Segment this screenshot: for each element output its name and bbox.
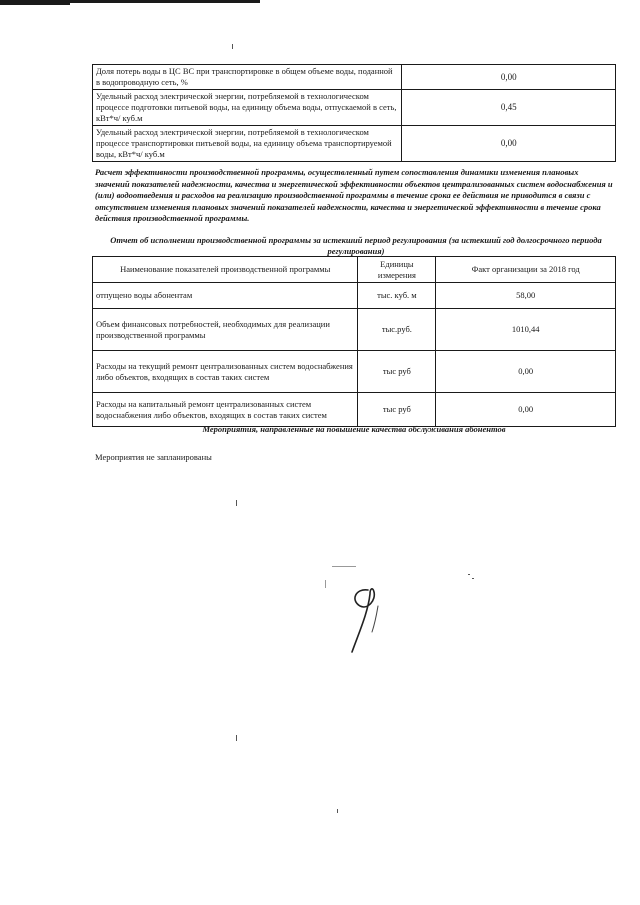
report-table (92, 256, 616, 427)
table-row (93, 393, 616, 427)
row-fact: 0,00 (436, 393, 616, 427)
efficiency-paragraph: Расчет эффективности производственной программы, осуществленный путем сопоставления динамики изменения плановых значений показателей надежности, качества и энергетической эффективности объектов централизованных систем водоснабжения и (или) водоотведения и расходов на реализацию производственной программы в течение срока ее действия не приводится в связи с отсутствием изменения плановых значений показателей надежности, качества и энергетической эффективности в течение срока действия производственной программы. (95, 167, 613, 223)
indicator-value: 0,00 (402, 126, 616, 162)
scan-speck (232, 44, 233, 49)
indicator-label: Доля потерь воды в ЦС ВС при транспортировке в общем объеме воды, поданной в водопроводную сеть, % (93, 65, 402, 90)
table-row (93, 309, 616, 351)
scan-speck (337, 809, 338, 813)
row-unit: тыс руб (358, 351, 436, 393)
measures-text: Мероприятия не запланированы (95, 452, 212, 462)
handwritten-page-number (330, 560, 400, 660)
report-title: Отчет об исполнении производственной программы за истекший период регулирования (за истекший год долгосрочного периода регулирования) (110, 235, 602, 256)
row-name: Расходы на капитальный ремонт централизованных систем водоснабжения либо объектов, входящих в состав таких систем (93, 393, 358, 427)
column-header: Наименование показателей производственной программы (93, 257, 358, 283)
indicators-table (92, 64, 616, 162)
row-fact: 58,00 (436, 283, 616, 309)
table-row (93, 351, 616, 393)
row-unit: тыс.руб. (358, 309, 436, 351)
row-name: Расходы на текущий ремонт централизованных систем водоснабжения либо объектов, входящих в состав таких систем (93, 351, 358, 393)
row-name: отпущено воды абонентам (93, 283, 358, 309)
table-row (93, 65, 616, 90)
table-header-row (93, 257, 616, 283)
column-header: Единицы измерения (358, 257, 436, 283)
column-header: Факт организации за 2018 год (436, 257, 616, 283)
indicator-value: 0,00 (402, 65, 616, 90)
row-name: Объем финансовых потребностей, необходимых для реализации производственной программы (93, 309, 358, 351)
indicator-label: Удельный расход электрической энергии, потребляемой в технологическом процессе транспортировки питьевой воды, на единицу объема транспортируемой воды, кВт*ч/ куб.м (93, 126, 402, 162)
row-unit: тыс руб (358, 393, 436, 427)
table-row (93, 126, 616, 162)
row-unit: тыс. куб. м (358, 283, 436, 309)
measures-title: Мероприятия, направленные на повышение качества обслуживания абонентов (202, 424, 506, 434)
row-fact: 1010,44 (436, 309, 616, 351)
indicator-value: 0,45 (402, 90, 616, 126)
table-row (93, 90, 616, 126)
row-fact: 0,00 (436, 351, 616, 393)
table-row (93, 283, 616, 309)
indicator-label: Удельный расход электрической энергии, потребляемой в технологическом процессе подготовки питьевой воды, на единицу объема воды, отпускаемой в сеть, кВт*ч/ куб.м (93, 90, 402, 126)
scan-speck (325, 580, 326, 588)
scan-speck (236, 500, 237, 506)
scan-speck (472, 578, 474, 579)
scan-speck (468, 574, 470, 575)
scan-speck (236, 735, 237, 741)
scan-edge-mark (0, 3, 70, 5)
